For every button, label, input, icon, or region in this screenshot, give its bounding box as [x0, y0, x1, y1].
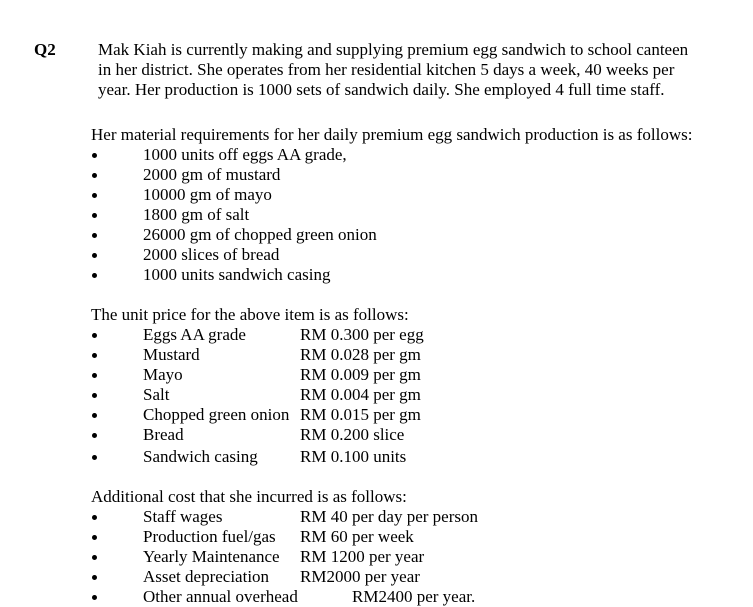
bullet-icon — [92, 433, 97, 438]
costs-title: Additional cost that she incurred is as follows: — [91, 487, 407, 506]
intro-line: year. Her production is 1000 sets of sandwich daily. She employed 4 full time staff. — [98, 80, 665, 99]
material-item: 26000 gm of chopped green onion — [143, 225, 377, 244]
list-item — [0, 265, 753, 285]
intro-line: Mak Kiah is currently making and supplying premium egg sandwich to school canteen — [98, 40, 689, 59]
material-item: 1000 units sandwich casing — [143, 265, 331, 284]
cost-item-name: Production fuel/gas — [143, 527, 276, 546]
price-item-value: RM 0.028 per gm — [300, 345, 421, 364]
price-item-value: RM 0.004 per gm — [300, 385, 421, 404]
list-item — [0, 145, 753, 165]
bullet-icon — [92, 253, 97, 258]
list-item — [0, 365, 753, 385]
list-item — [0, 245, 753, 265]
price-item-name: Salt — [143, 385, 170, 404]
bullet-icon — [92, 173, 97, 178]
cost-item-value: RM 60 per week — [300, 527, 414, 546]
price-item-value: RM 0.300 per egg — [300, 325, 424, 344]
price-item-value: RM 0.200 slice — [300, 425, 405, 444]
list-item — [0, 385, 753, 405]
list-item — [0, 587, 753, 607]
price-item-value: RM 0.100 units — [300, 447, 407, 466]
list-item — [0, 507, 753, 527]
material-item: 1800 gm of salt — [143, 205, 250, 224]
bullet-icon — [92, 233, 97, 238]
cost-item-name: Asset depreciation — [143, 567, 270, 586]
cost-item-name: Other annual overhead — [143, 587, 298, 606]
price-item-name: Bread — [143, 425, 184, 444]
bullet-icon — [92, 595, 97, 600]
question-number: Q2 — [34, 40, 56, 59]
list-item — [0, 527, 753, 547]
material-item: 2000 slices of bread — [143, 245, 280, 264]
bullet-icon — [92, 193, 97, 198]
bullet-icon — [92, 575, 97, 580]
cost-item-value: RM 40 per day per person — [300, 507, 478, 526]
list-item — [0, 547, 753, 567]
price-item-name: Eggs AA grade — [143, 325, 246, 344]
bullet-icon — [92, 555, 97, 560]
list-item — [0, 405, 753, 425]
price-item-value: RM 0.015 per gm — [300, 405, 421, 424]
bullet-icon — [92, 413, 97, 418]
price-item-name: Mayo — [143, 365, 183, 384]
cost-item-value: RM 1200 per year — [300, 547, 425, 566]
materials-title: Her material requirements for her daily premium egg sandwich production is as follows: — [91, 125, 693, 144]
list-item — [0, 225, 753, 245]
bullet-icon — [92, 393, 97, 398]
cost-item-value: RM2400 per year. — [352, 587, 476, 606]
bullet-icon — [92, 455, 97, 460]
list-item — [0, 185, 753, 205]
price-item-name: Chopped green onion — [143, 405, 290, 424]
bullet-icon — [92, 515, 97, 520]
list-item — [0, 165, 753, 185]
cost-item-name: Yearly Maintenance — [143, 547, 280, 566]
list-item — [0, 325, 753, 345]
bullet-icon — [92, 213, 97, 218]
list-item — [0, 447, 753, 467]
material-item: 1000 units off eggs AA grade, — [143, 145, 347, 164]
intro-line: in her district. She operates from her residential kitchen 5 days a week, 40 weeks per — [98, 60, 675, 79]
bullet-icon — [92, 353, 97, 358]
cost-item-name: Staff wages — [143, 507, 223, 526]
bullet-icon — [92, 273, 97, 278]
question-intro — [98, 40, 738, 100]
list-item — [0, 205, 753, 225]
bullet-icon — [92, 153, 97, 158]
bullet-icon — [92, 535, 97, 540]
cost-item-value: RM2000 per year — [300, 567, 420, 586]
prices-title: The unit price for the above item is as follows: — [91, 305, 409, 324]
material-item: 2000 gm of mustard — [143, 165, 281, 184]
list-item — [0, 345, 753, 365]
price-item-name: Sandwich casing — [143, 447, 258, 466]
list-item — [0, 425, 753, 445]
bullet-icon — [92, 333, 97, 338]
bullet-icon — [92, 373, 97, 378]
price-item-value: RM 0.009 per gm — [300, 365, 421, 384]
list-item — [0, 567, 753, 587]
price-item-name: Mustard — [143, 345, 200, 364]
material-item: 10000 gm of mayo — [143, 185, 272, 204]
